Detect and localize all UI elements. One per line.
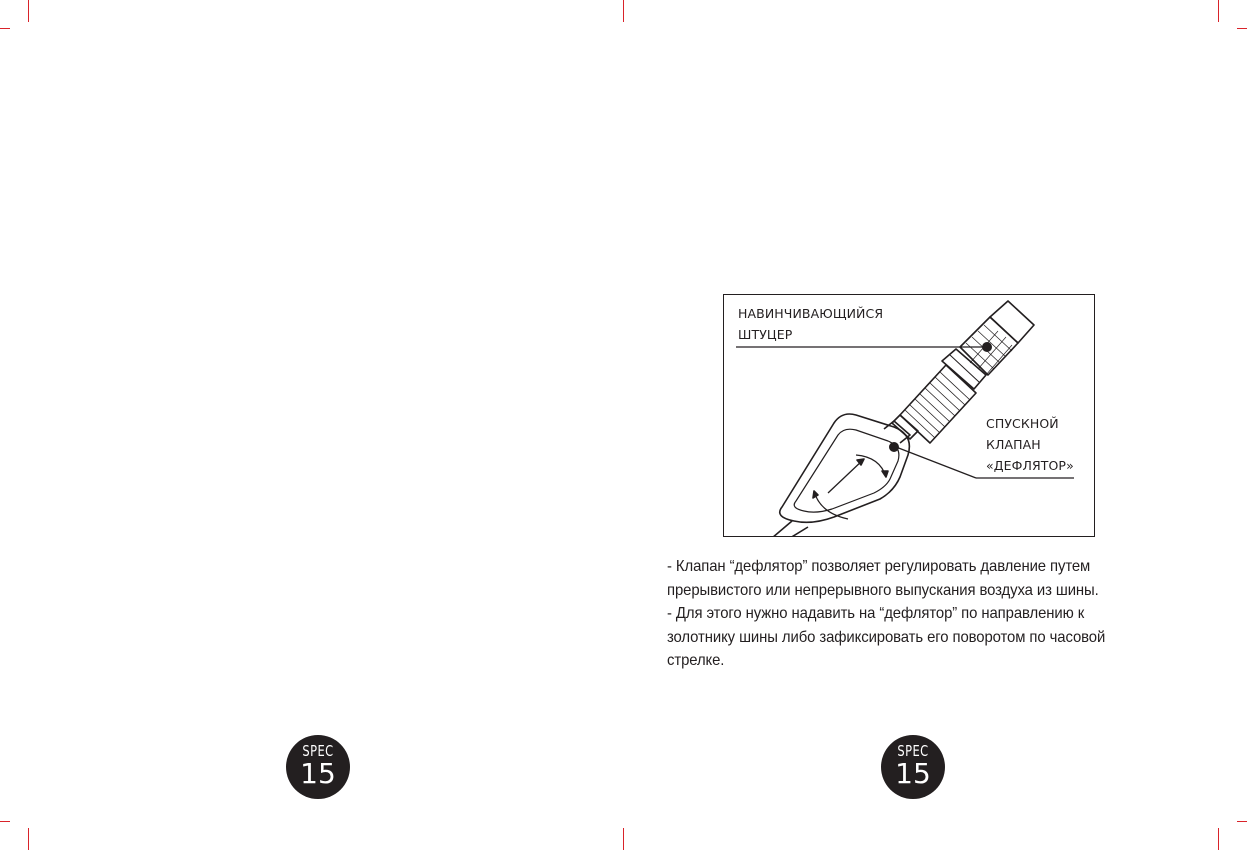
crop-mark (623, 0, 624, 22)
callout-line: «ДЕФЛЯТОР» (986, 458, 1074, 473)
crop-mark (1218, 828, 1219, 850)
instruction-text (667, 555, 1132, 673)
callout-threaded-fitting (738, 303, 883, 345)
instruction-paragraph: - Для этого нужно надавить на “дефлятор” по направлению к золотнику шины либо зафиксировать его поворотом по часовой стрелке. (667, 605, 1106, 669)
crop-mark (1237, 821, 1247, 822)
spec15-logo (881, 735, 945, 799)
logo-brand: SPEC (302, 742, 334, 760)
callout-line: НАВИНЧИВАЮЩИЙСЯ (738, 306, 884, 321)
spec15-logo (286, 735, 350, 799)
crop-mark (28, 828, 29, 850)
callout-line: КЛАПАН (986, 437, 1041, 452)
logo-number: 15 (895, 757, 931, 790)
crop-mark (1237, 28, 1247, 29)
crop-mark (623, 828, 624, 850)
logo-brand: SPEC (897, 742, 929, 760)
logo-number: 15 (300, 757, 336, 790)
crop-mark (0, 28, 10, 29)
callout-deflator-valve (986, 413, 1074, 476)
callout-line: СПУСКНОЙ (986, 416, 1059, 431)
deflator-illustration (723, 294, 1095, 537)
crop-mark (28, 0, 29, 22)
instruction-paragraph: - Клапан “дефлятор” позволяет регулировать давление путем прерывистого или непрерывного выпускания воздуха из шины. (667, 558, 1099, 599)
crop-mark (0, 821, 10, 822)
callout-line: ШТУЦЕР (738, 327, 793, 342)
crop-mark (1218, 0, 1219, 22)
